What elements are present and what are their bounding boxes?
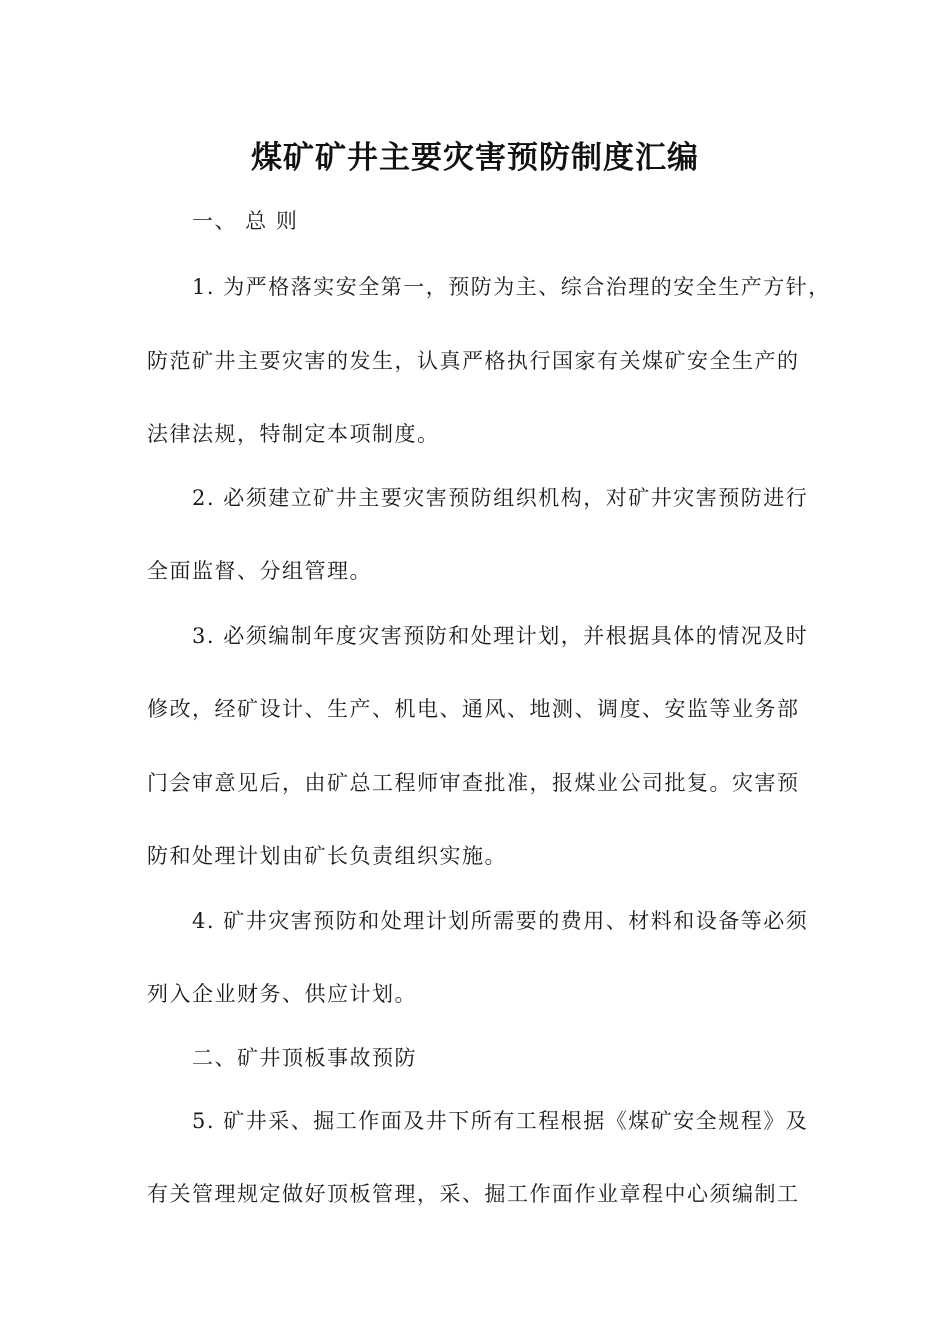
paragraph-line: 修改，经矿设计、生产、机电、通风、地测、调度、安监等业务部 bbox=[147, 697, 800, 721]
paragraph-line: 防和处理计划由矿长负责组织实施。 bbox=[147, 844, 507, 868]
document-title: 煤矿矿井主要灾害预防制度汇编 bbox=[251, 140, 699, 176]
paragraph-line: 3. 必须编制年度灾害预防和处理计划，并根据具体的情况及时 bbox=[192, 624, 809, 648]
section-heading-roof: 二、矿井顶板事故预防 bbox=[192, 1046, 417, 1070]
paragraph-line: 1. 为严格落实安全第一，预防为主、综合治理的安全生产方针， bbox=[192, 275, 831, 299]
paragraph-line: 5. 矿井采、掘工作面及井下所有工程根据《煤矿安全规程》及 bbox=[192, 1109, 809, 1133]
section-heading-general: 一、 总 则 bbox=[192, 209, 299, 233]
paragraph-line: 2. 必须建立矿井主要灾害预防组织机构，对矿井灾害预防进行 bbox=[192, 486, 809, 510]
paragraph-line: 4. 矿井灾害预防和处理计划所需要的费用、材料和设备等必须 bbox=[192, 909, 809, 933]
paragraph-line: 防范矿井主要灾害的发生，认真严格执行国家有关煤矿安全生产的 bbox=[147, 349, 800, 373]
paragraph-line: 有关管理规定做好顶板管理，采、掘工作面作业章程中心须编制工 bbox=[147, 1182, 800, 1206]
paragraph-line: 全面监督、分组管理。 bbox=[147, 559, 372, 583]
paragraph-line: 法律法规，特制定本项制度。 bbox=[147, 422, 440, 446]
paragraph-line: 门会审意见后，由矿总工程师审查批准，报煤业公司批复。灾害预 bbox=[147, 771, 800, 795]
paragraph-line: 列入企业财务、供应计划。 bbox=[147, 982, 417, 1006]
